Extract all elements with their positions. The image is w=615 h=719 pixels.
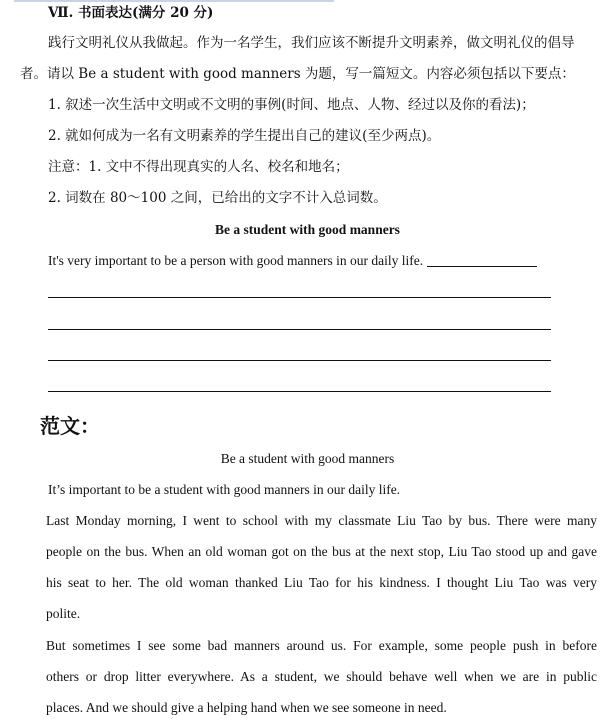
sample-line-6: But sometimes I see some bad manners around us. For example, some people push in before [46, 638, 597, 653]
answer-line-2[interactable] [48, 329, 551, 330]
sample-title: Be a student with good manners [220, 451, 395, 466]
sample-line-5: polite. [46, 606, 81, 621]
answer-line-4[interactable] [48, 391, 551, 392]
writing-starter-line [48, 252, 537, 270]
prompt-paragraph-line-2: 者。请以 Be a student with good manners 为题，写一篇短文。内容必须包括以下要点： [20, 66, 575, 82]
sample-line-3: people on the bus. When an old woman got on the bus at the next stop, Liu Tao stood up and gave [46, 544, 597, 559]
writing-starter-text: It's very important to be a person with good manners in our daily life. [48, 253, 424, 268]
answer-line-3[interactable] [48, 360, 551, 361]
writing-title: Be a student with good manners [215, 222, 400, 237]
prompt-note-1: 注意：1. 文中不得出现真实的人名、校名和地名； [48, 159, 349, 175]
sample-label: 范文： [40, 414, 100, 438]
prompt-point-1: 1. 叙述一次生活中文明或不文明的事例(时间、地点、人物、经过以及你的看法)； [48, 97, 535, 113]
sample-line-1: It’s important to be a student with good manners in our daily life. [48, 482, 401, 497]
sample-line-2: Last Monday morning, I went to school with my classmate Liu Tao by bus. There were many [46, 513, 597, 528]
section-heading: Ⅶ. 书面表达(满分 20 分) [48, 5, 214, 21]
top-border-line [14, 0, 334, 2]
prompt-paragraph-line-1: 践行文明礼仪从我做起。作为一名学生，我们应该不断提升文明素养，做文明礼仪的倡导 [48, 35, 575, 51]
sample-line-4: his seat to her. The old woman thanked Liu Tao for his kindness. I thought Liu Tao was very [46, 575, 597, 590]
sample-line-8: places. And we should give a helping hand when we see someone in need. [46, 700, 447, 715]
answer-line-1[interactable] [48, 297, 551, 298]
answer-blank-inline[interactable] [427, 266, 537, 267]
prompt-point-2: 2. 就如何成为一名有文明素养的学生提出自己的建议(至少两点)。 [48, 128, 441, 144]
prompt-note-2: 2. 词数在 80～100 之间，已给出的文字不计入总词数。 [48, 190, 387, 206]
sample-line-7: others or drop litter everywhere. As a student, we should behave well when we are in public [46, 669, 597, 684]
